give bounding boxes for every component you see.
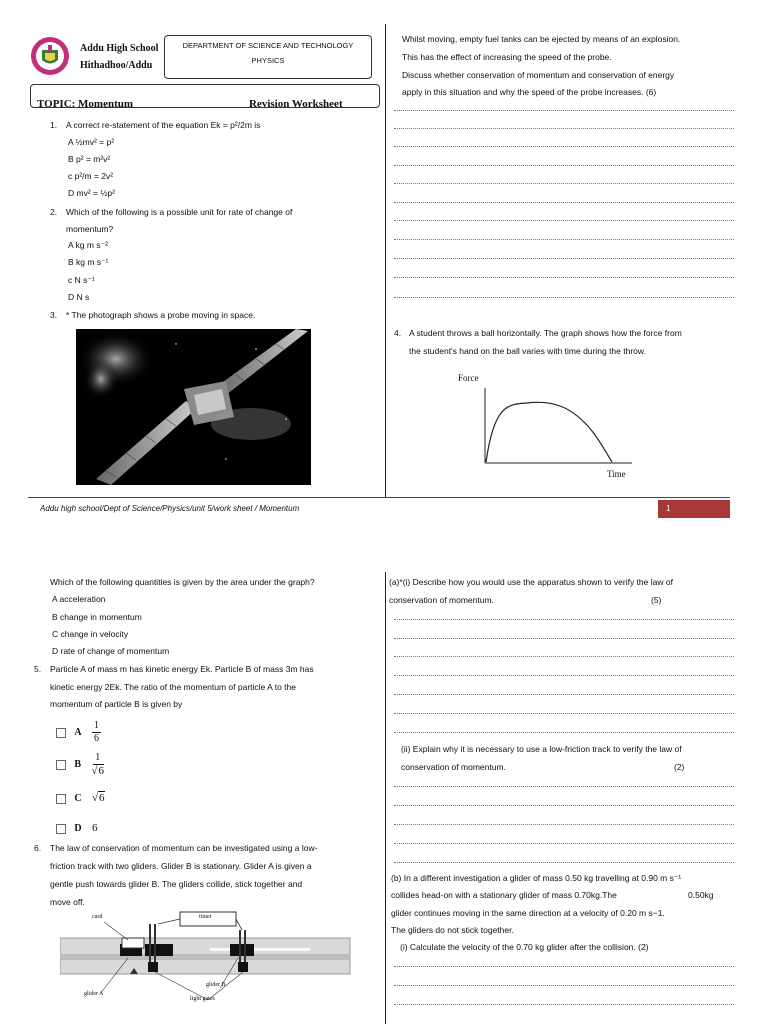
graph-x-axis-label: Time	[607, 469, 626, 479]
question-2-option-c: c N s⁻¹	[68, 275, 95, 285]
part-b-i-question: (i) Calculate the velocity of the 0.70 kg glider after the collision. (2)	[400, 942, 649, 952]
part-b-mass-label: 0.50kg	[688, 890, 714, 900]
question-4-number: 4.	[394, 328, 402, 338]
option-letter: C	[74, 793, 82, 804]
answer-line	[394, 675, 734, 676]
checkbox[interactable]	[56, 760, 66, 770]
checkbox[interactable]	[56, 728, 66, 738]
part-b-line-1: (b) In a different investigation a glider of mass 0.50 kg travelling at 0.90 m s⁻¹	[391, 873, 682, 883]
graph-y-axis-label: Force	[458, 373, 479, 383]
answer-line	[394, 239, 734, 240]
part-b-line-2: collides head-on with a stationary glider of mass 0.70kg.The	[391, 890, 617, 900]
fraction	[91, 752, 104, 777]
answer-line	[394, 165, 734, 166]
question-1-option-b: B p² = m²v²	[68, 154, 111, 164]
answer-line	[394, 966, 734, 967]
footer-text: Addu high school/Dept of Science/Physics/unit 5/work sheet / Momentum	[40, 504, 300, 513]
question-4-text: A student throws a ball horizontally. The graph shows how the force from	[409, 328, 682, 338]
numerator: 1	[95, 752, 101, 763]
sqrt-value: √6	[91, 792, 105, 804]
answer-line	[394, 638, 734, 639]
answer-line	[394, 110, 734, 111]
answer-line	[394, 824, 734, 825]
part-a-i-line-1: (a)*(i) Describe how you would use the apparatus shown to verify the law of	[389, 577, 673, 587]
topic-bar	[30, 84, 380, 108]
question-1-option-d: D mv² = ½p²	[68, 188, 115, 198]
fraction	[92, 720, 101, 745]
school-logo	[30, 36, 70, 76]
question-5-line-1: Particle A of mass m has kinetic energy Ek. Particle B of mass 3m has	[50, 664, 314, 674]
part-a-ii-line-1: (ii) Explain why it is necessary to use a low-friction track to verify the law of	[401, 744, 682, 754]
answer-line	[394, 694, 734, 695]
diagram-label-glider-b: glider B	[206, 982, 226, 988]
question-2-option-d: D N s	[68, 292, 90, 302]
answer-line	[394, 619, 734, 620]
part-a-i-marks: (5)	[651, 595, 662, 605]
question-1-text: A correct re-statement of the equation Ek = p²/2m is	[66, 120, 261, 130]
question-5-option-a[interactable]	[56, 720, 101, 745]
checkbox[interactable]	[56, 794, 66, 804]
question-5-line-2: kinetic energy 2Ek. The ratio of the momentum of particle A to the	[50, 682, 297, 692]
question-6-line-1: The law of conservation of momentum can be investigated using a low-	[50, 843, 318, 853]
part-a-i-line-2: conservation of momentum.	[389, 595, 494, 605]
numerator: 1	[93, 720, 99, 731]
part-b-line-4: The gliders do not stick together.	[391, 925, 514, 935]
answer-line	[394, 258, 734, 259]
question-5-line-3: momentum of particle B is given by	[50, 699, 183, 709]
question-4b-text: Which of the following quantities is given by the area under the graph?	[50, 577, 315, 587]
question-5-number: 5.	[34, 664, 42, 674]
question-1-option-a: A ½mv² = p²	[68, 137, 115, 147]
question-5-option-d[interactable]	[56, 822, 97, 834]
page-number-badge	[658, 500, 730, 518]
part-a-ii-line-2: conservation of momentum.	[401, 762, 506, 772]
checkbox[interactable]	[56, 824, 66, 834]
column-divider	[385, 24, 386, 497]
answer-line	[394, 183, 734, 184]
denominator: 6	[93, 733, 99, 744]
value: 6	[99, 792, 105, 804]
question-2-option-a: A kg m s⁻²	[68, 240, 108, 250]
school-location: Hithadhoo/Addu	[80, 60, 153, 71]
answer-line	[394, 713, 734, 714]
answer-line	[394, 656, 734, 657]
question-3-number: 3.	[50, 310, 58, 320]
question-6-line-2: friction track with two gliders. Glider B is stationary. Glider A is given a	[50, 861, 312, 871]
question-6-line-3: gentle push towards glider B. The gliders collide, stick together and	[50, 879, 303, 889]
department-box	[164, 35, 372, 79]
question-4b-option-d: D rate of change of momentum	[52, 646, 170, 656]
option-letter: D	[74, 823, 82, 834]
option-letter: A	[74, 726, 82, 738]
question-1-number: 1.	[50, 120, 58, 130]
question-4b-option-c: C change in velocity	[52, 629, 129, 639]
answer-line	[394, 146, 734, 147]
question-6-line-4: move off.	[50, 897, 85, 907]
answer-line	[394, 1004, 734, 1005]
answer-line	[394, 843, 734, 844]
question-2-text-cont: momentum?	[66, 224, 114, 234]
answer-line	[394, 297, 734, 298]
department-subject: PHYSICS	[251, 56, 285, 65]
question-2-option-b: B kg m s⁻¹	[68, 257, 109, 267]
question-3-text: * The photograph shows a probe moving in space.	[66, 310, 256, 320]
question-6-number: 6.	[34, 843, 42, 853]
question-5-option-b[interactable]	[56, 752, 104, 777]
answer-line	[394, 220, 734, 221]
question-2-text: Which of the following is a possible unit for rate of change of	[66, 207, 293, 217]
sqrt-denominator: √6	[91, 765, 104, 777]
discussion-text-line-4: apply in this situation and why the speed of the probe increases. (6)	[402, 87, 657, 97]
value: 6	[91, 822, 98, 834]
option-letter: B	[74, 758, 82, 770]
part-a-ii-marks: (2)	[674, 762, 685, 772]
diagram-label-card: card	[92, 914, 103, 920]
footer-rule	[28, 497, 730, 498]
school-name: Addu High School	[80, 43, 159, 54]
question-4b-option-b: B change in momentum	[52, 612, 142, 622]
question-4-text-cont: the student's hand on the ball varies with time during the throw.	[409, 346, 646, 356]
diagram-label-glider-a: glider A	[84, 991, 104, 997]
topic-label: TOPIC: Momentum	[37, 98, 134, 108]
diagram-label-light-gates: light gates	[190, 996, 215, 1002]
probe-photograph	[76, 329, 311, 485]
answer-line	[394, 985, 734, 986]
discussion-text-line-1: Whilst moving, empty fuel tanks can be ejected by means of an explosion.	[402, 34, 681, 44]
diagram-label-timer: timer	[199, 914, 212, 920]
column-divider-2	[385, 572, 386, 1024]
air-track-diagram	[60, 910, 360, 1010]
answer-line	[394, 862, 734, 863]
question-1-option-c: c p²/m = 2v²	[68, 171, 114, 181]
answer-line	[394, 128, 734, 129]
answer-line	[394, 805, 734, 806]
answer-line	[394, 202, 734, 203]
question-5-option-c[interactable]	[56, 792, 105, 804]
question-2-number: 2.	[50, 207, 58, 217]
page-number: 1	[666, 504, 671, 513]
discussion-text-line-3: Discuss whether conservation of momentum and conservation of energy	[402, 70, 675, 80]
part-b-line-3: glider continues moving in the same direction at a velocity of 0.20 m s−1.	[391, 908, 665, 918]
denominator: 6	[98, 765, 104, 777]
department-title: DEPARTMENT OF SCIENCE AND TECHNOLOGY	[182, 41, 354, 50]
answer-line	[394, 732, 734, 733]
answer-line	[394, 786, 734, 787]
force-time-graph	[452, 366, 652, 486]
discussion-text-line-2: This has the effect of increasing the speed of the probe.	[402, 52, 612, 62]
answer-line	[394, 277, 734, 278]
question-4b-option-a: A acceleration	[52, 594, 106, 604]
worksheet-label: Revision Worksheet	[249, 98, 343, 108]
